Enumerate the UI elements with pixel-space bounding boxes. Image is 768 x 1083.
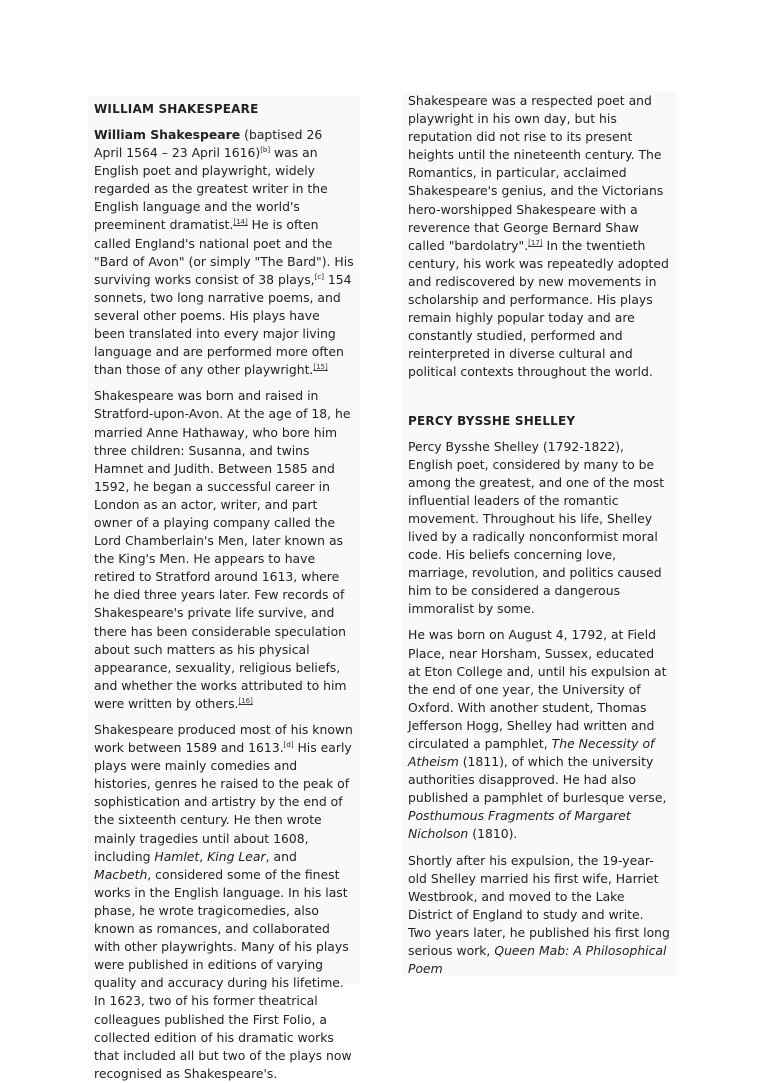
text-run: (1810). [468,826,518,842]
left-column [88,96,360,1081]
right-column [402,92,676,976]
text-run: 154 sonnets, two long narrative poems, and several other poems. His plays have been translated into every major living language and are performed more often than those of any other playwright. [94,271,352,378]
citation-ref[interactable]: [14] [233,218,248,227]
text-run: In the twentieth century, his work was repeatedly adopted and rediscovered by new movements in scholarship and performance. His plays remain highly popular today and are constantly studied, performed and reinterpreted in diverse cultural and political contexts throughout the world. [408,237,669,380]
paragraph-shelley-intro: Percy Bysshe Shelley (1792-1822), English poet, considered by many to be among the greatest, and one of the most influential leaders of the romantic movement. Throughout his life, Shelley lived by a radically nonconformist moral code. His beliefs concerning love, marriage, revolution, and politics caused him to be considered a dangerous immoralist by some. [408,438,665,617]
footnote-ref[interactable]: [d] [283,740,294,749]
section-gap [408,390,670,412]
text-run: , [199,848,208,864]
citation-ref[interactable]: [15] [313,363,328,372]
title-necessity-of-atheism: The Necessity of Atheism [408,736,655,770]
citation-ref[interactable]: [16] [238,696,253,705]
text-run: , and [265,848,297,864]
text-run: , considered some of the finest works in the English language. In his last phase, he wrote tragicomedies, also known as romances, and collaborated with other playwrights. Many of his plays were published in editions of varying quality and accuracy during his lifetime. In 1623, two of his former theatrical colleagues published the First Folio, a collected edition of his dramatic works that included all but two of the plays now recognised as Shakespeare's. [94,866,352,1081]
right-flow [408,92,670,978]
title-king-lear: King Lear [207,848,266,864]
paragraph-intro [94,126,354,379]
text-run: Shortly after his expulsion, the 19-year-old Shelley married his first wife, Harriet Westbrook, and moved to the Lake District of England to study and write. Two years later, he published his first long serious work, [408,852,670,959]
text-run: Shakespeare was born and raised in Stratford-upon-Avon. At the age of 18, he married Anne Hathaway, who bore him three children: Susanna, and twins Hamnet and Judith. Between 1585 and 1592, he began a successful career in London as an actor, writer, and part owner of a playing company called the Lord Chamberlain's Men, later known as the King's Men. He appears to have retired to Stratford around 1613, where he died three years later. Few records of Shakespeare's private life survive, and there has been considerable speculation about such matters as his physical appearance, sexuality, religious beliefs, and whether the works attributed to him were written by others. [94,388,351,711]
text-run: (baptised 26 April 1564 – 23 April 1616) [94,127,323,161]
text-run: (1811), of which the university authorities disapproved. He had also published a pamphlet of burlesque verse, [408,754,667,806]
paragraph-shelley-education [408,626,670,843]
text-run: Shakespeare was a respected poet and playwright in his own day, but his reputation did not rise to its present heights until the nineteenth century. The Romantics, in particular, acclaimed Shakespeare's genius, and the Victorians hero-worshipped Shakespeare with a reverence that George Bernard Shaw called "bardolatry". [408,93,664,253]
title-queen-mab: Queen Mab: A Philosophical Poem [408,943,667,977]
title-posthumous-fragments: Posthumous Fragments of Margaret Nicholson [408,808,631,842]
paragraph-early-life [94,387,354,713]
footnote-ref[interactable]: [b] [260,145,271,154]
text-run: Shakespeare produced most of his known work between 1589 and 1613. [94,722,353,756]
paragraph-shelley-marriage [408,852,670,979]
paragraph-works [94,721,354,1083]
footnote-ref[interactable]: [c] [314,272,324,281]
title-macbeth: Macbeth [94,866,148,882]
citation-ref[interactable]: [17] [528,238,543,247]
text-run: He is often called England's national poet and the "Bard of Avon" (or simply "The Bard"). His surviving works consist of 38 plays, [94,217,354,287]
text-run: His early plays were mainly comedies and histories, genres he raised to the peak of sophistication and artistry by the end of the sixteenth century. He then wrote mainly tragedies until about 1608, including [94,740,352,864]
section-heading-shakespeare: WILLIAM SHAKESPEARE [94,102,259,116]
text-run: He was born on August 4, 1792, at Field Place, near Horsham, Sussex, educated at Eton College and, until his expulsion at the end of one year, the University of Oxford. With another student, Thomas Jefferson Hogg, Shelley had written and circulated a pamphlet, [408,627,667,751]
section-heading-shelley: PERCY BYSSHE SHELLEY [408,413,576,428]
paragraph-reputation [408,92,670,382]
bold-name: William Shakespeare [94,127,241,142]
text-run: was an English poet and playwright, widely regarded as the greatest writer in the English language and the world's preeminent dramatist. [94,145,328,233]
title-hamlet: Hamlet [154,848,200,864]
